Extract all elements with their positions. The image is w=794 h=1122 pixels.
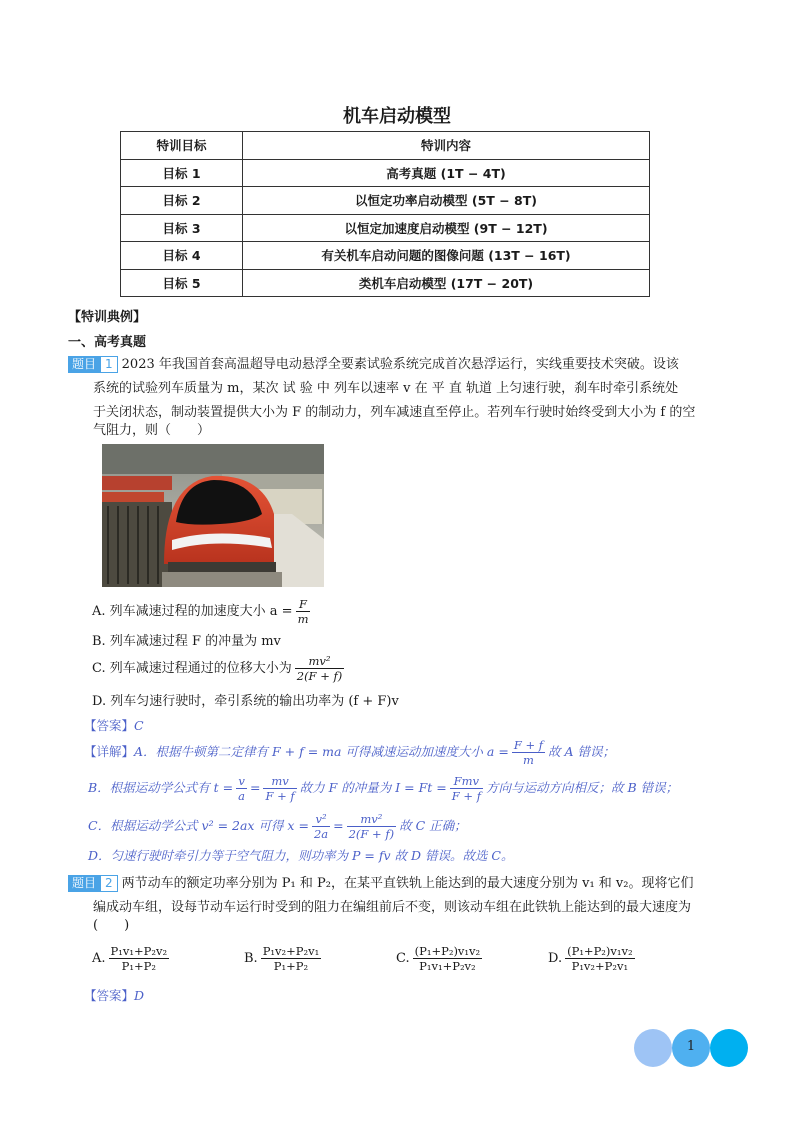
detail-a-conclusion: 故 A 错误； bbox=[548, 744, 615, 759]
detail-a-fraction bbox=[512, 738, 545, 767]
goals-table bbox=[120, 131, 650, 297]
fraction-numerator: P₁v₂+P₂v₁ bbox=[262, 944, 320, 958]
option-label: B. bbox=[244, 951, 258, 966]
fraction-denominator: 2a bbox=[313, 827, 329, 841]
fraction-denominator: F + f bbox=[451, 789, 481, 803]
detail-label: 【详解】 bbox=[84, 744, 135, 759]
q2-option-a bbox=[92, 944, 172, 973]
detail-b-middle: 故力 F 的冲量为 I = Ft = bbox=[299, 780, 447, 795]
table-cell: 类机车启动模型 (17T − 20T) bbox=[243, 269, 650, 297]
fraction-numerator: (P₁+P₂)v₁v₂ bbox=[567, 944, 633, 958]
question-1-line-4: 气阻力，则（ ） bbox=[93, 423, 211, 438]
table-cell: 目标 2 bbox=[121, 187, 243, 215]
page-number: 1 bbox=[686, 1039, 696, 1054]
detail-c-conclusion: 故 C 正确； bbox=[399, 818, 467, 833]
option-label: D. bbox=[548, 951, 563, 966]
option-c-text: C. 列车减速过程通过的位移大小为 bbox=[92, 661, 292, 676]
fraction-numerator: mv² bbox=[295, 654, 344, 669]
fraction-numerator: v² bbox=[312, 812, 330, 827]
detail-a bbox=[84, 738, 615, 767]
answer-2 bbox=[84, 986, 144, 1004]
table-row bbox=[121, 159, 650, 187]
option-label: A. bbox=[92, 951, 106, 966]
question-tag: 题目 bbox=[68, 356, 100, 373]
detail-b bbox=[88, 774, 678, 803]
detail-b-text: B．根据运动学公式有 t = bbox=[88, 780, 234, 795]
option-c-fraction bbox=[295, 654, 344, 683]
table-cell: 目标 5 bbox=[121, 269, 243, 297]
fraction-denominator: P₁v₁+P₂v₂ bbox=[419, 959, 476, 973]
q2-option-d-fraction bbox=[565, 944, 635, 973]
detail-c bbox=[88, 812, 467, 841]
table-cell: 以恒定功率启动模型 (5T − 8T) bbox=[243, 187, 650, 215]
answer-value: C bbox=[134, 718, 144, 733]
option-a-text: A. 列车减速过程的加速度大小 a = bbox=[92, 604, 293, 619]
table-row bbox=[121, 269, 650, 297]
detail-b-fraction-1 bbox=[236, 774, 247, 803]
option-label: C. bbox=[396, 951, 410, 966]
q2-option-c-fraction bbox=[413, 944, 483, 973]
answer-1 bbox=[84, 716, 144, 734]
table-row bbox=[121, 242, 650, 270]
table-header-row bbox=[121, 132, 650, 160]
fraction-numerator: (P₁+P₂)v₁v₂ bbox=[414, 944, 481, 958]
equals-sign: = bbox=[333, 818, 344, 833]
question-tag: 题目 bbox=[68, 875, 100, 892]
fraction-denominator: P₁v₂+P₂v₁ bbox=[571, 959, 629, 973]
question-2-line-1 bbox=[68, 872, 693, 896]
table-header: 特训内容 bbox=[243, 132, 650, 160]
detail-c-text: C．根据运动学公式 v² = 2ax 可得 x = bbox=[88, 818, 309, 833]
table-row bbox=[121, 214, 650, 242]
option-b: B. 列车减速过程 F 的冲量为 mv bbox=[92, 634, 281, 649]
table-cell: 目标 4 bbox=[121, 242, 243, 270]
q2-option-d bbox=[548, 944, 638, 973]
question-2-line-3: ( ) bbox=[93, 918, 130, 933]
table-header: 特训目标 bbox=[121, 132, 243, 160]
page-number-badge bbox=[634, 1029, 750, 1067]
section-heading: 【特训典例】 bbox=[68, 310, 147, 325]
question-number: 1 bbox=[100, 356, 118, 373]
fraction-denominator: P₁+P₂ bbox=[121, 959, 156, 973]
detail-b-fraction-3 bbox=[450, 774, 483, 803]
maglev-train-photo bbox=[102, 444, 324, 587]
option-c bbox=[92, 654, 347, 683]
table-cell: 有关机车启动问题的图像问题 (13T − 16T) bbox=[243, 242, 650, 270]
fraction-denominator: F + f bbox=[265, 789, 295, 803]
question-1-line-3: 于关闭状态，制动装置提供大小为 F 的制动力，列车减速直至停止。若列车行驶时始终受到大小为 f 的空 bbox=[93, 405, 696, 420]
question-number: 2 bbox=[100, 875, 118, 892]
section-subheading: 一、高考真题 bbox=[68, 335, 147, 350]
question-1-line-1 bbox=[68, 353, 728, 377]
q2-option-c bbox=[396, 944, 485, 973]
detail-d: D．匀速行驶时牵引力等于空气阻力，则功率为 P = fv 故 D 错误。故选 C。 bbox=[88, 848, 514, 863]
fraction-denominator: a bbox=[238, 789, 245, 803]
option-a bbox=[92, 597, 313, 626]
question-1-text: 2023 年我国首套高温超导电动悬浮全要素试验系统完成首次悬浮运行，实线重要技术突破。设该 bbox=[121, 357, 679, 372]
table-cell: 目标 3 bbox=[121, 214, 243, 242]
page-title: 机车启动模型 bbox=[343, 106, 451, 127]
fraction-numerator: P₁v₁+P₂v₂ bbox=[110, 944, 168, 958]
fraction-numerator: Fmv bbox=[450, 774, 483, 789]
fraction-numerator: mv bbox=[263, 774, 296, 789]
table-cell: 高考真题 (1T − 4T) bbox=[243, 159, 650, 187]
detail-b-fraction-2 bbox=[263, 774, 296, 803]
answer-value: D bbox=[134, 988, 145, 1003]
fraction-denominator: P₁+P₂ bbox=[273, 959, 309, 973]
option-d: D. 列车匀速行驶时，牵引系统的输出功率为 (f + F)v bbox=[92, 694, 399, 709]
detail-a-text: A．根据牛顿第二定律有 F + f = ma 可得减速运动加速度大小 a = bbox=[134, 744, 509, 759]
detail-c-fraction-1 bbox=[312, 812, 330, 841]
fraction-numerator: F bbox=[296, 597, 311, 612]
question-2-line-2: 编成动车组，设每节动车运行时受到的阻力在编组前后不变，则该动车组在此铁轨上能达到的最大速度为 bbox=[93, 900, 692, 915]
fraction-denominator: m bbox=[522, 753, 534, 767]
table-cell: 目标 1 bbox=[121, 159, 243, 187]
option-a-fraction bbox=[296, 597, 311, 626]
fraction-numerator: F + f bbox=[513, 738, 543, 752]
fraction-denominator: 2(F + f) bbox=[348, 827, 395, 841]
answer-label: 【答案】 bbox=[84, 988, 135, 1003]
detail-c-fraction-2 bbox=[347, 812, 396, 841]
table-row bbox=[121, 187, 650, 215]
equals-sign: = bbox=[250, 780, 261, 795]
question-2-text: 两节动车的额定功率分别为 P₁ 和 P₂，在某平直铁轨上能达到的最大速度分别为 v₁ 和 v₂。现将它们 bbox=[121, 876, 694, 891]
fraction-numerator: mv² bbox=[347, 812, 396, 827]
question-1-line-2: 系统的试验列车质量为 m，某次 试 验 中 列车以速率 v 在 平 直 轨道 上匀速行驶，刹车时牵引系统处 bbox=[93, 381, 679, 396]
fraction-denominator: 2(F + f) bbox=[296, 669, 343, 683]
q2-option-b bbox=[244, 944, 324, 973]
fraction-numerator: v bbox=[236, 774, 247, 789]
answer-label: 【答案】 bbox=[84, 718, 135, 733]
q2-option-b-fraction bbox=[261, 944, 322, 973]
fraction-denominator: m bbox=[297, 612, 309, 626]
detail-b-conclusion: 方向与运动方向相反；故 B 错误； bbox=[485, 780, 679, 795]
q2-option-a-fraction bbox=[109, 944, 170, 973]
table-cell: 以恒定加速度启动模型 (9T − 12T) bbox=[243, 214, 650, 242]
